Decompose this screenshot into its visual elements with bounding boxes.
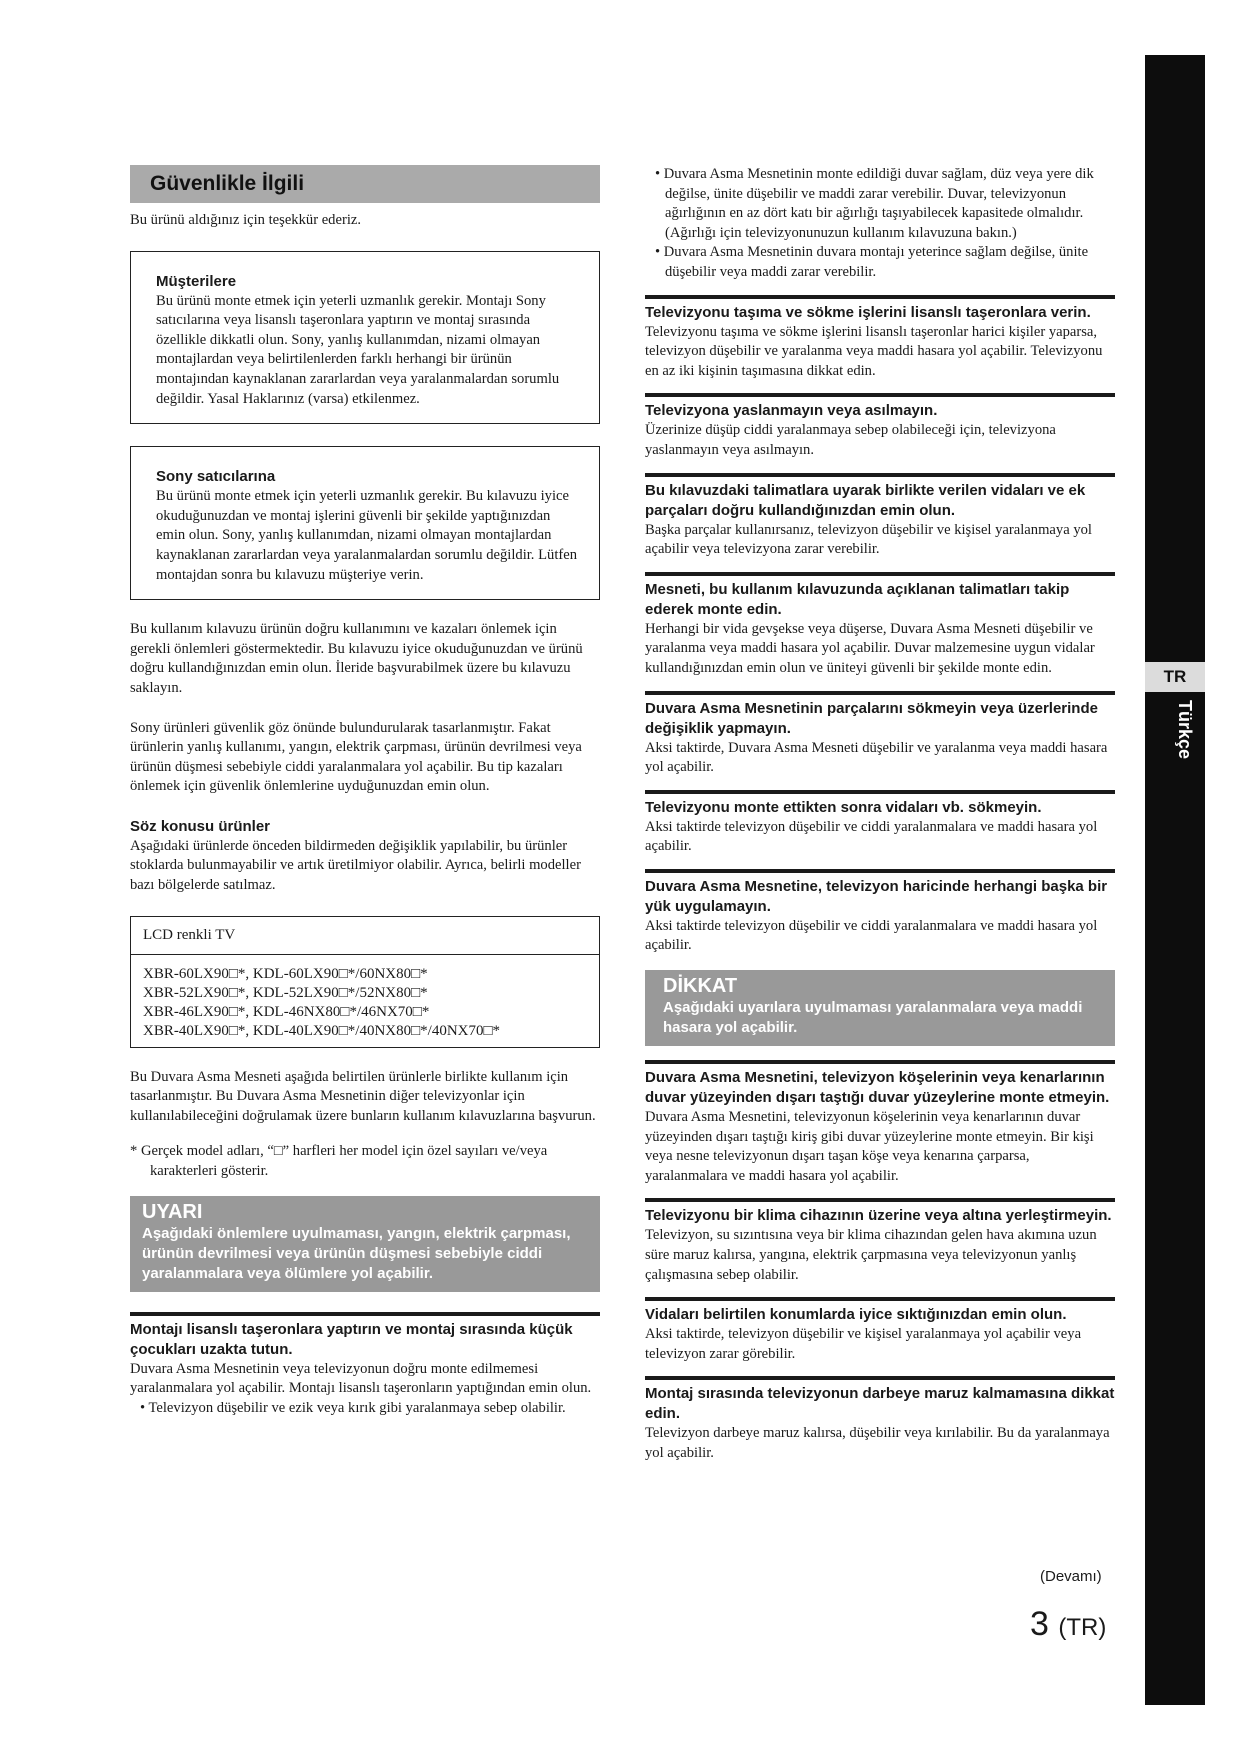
right-column <box>645 165 1115 1464</box>
warning-text: Aşağıdaki önlemlere uyulmaması, yangın, elektrik çarpması, ürünün devrilmesi veya ürünün düşmesi sebebiyle ciddi yaralanmalara veya ölümlere yol açabilir. <box>142 1224 571 1282</box>
safety-item <box>645 691 1115 778</box>
safety-item-heading: Montajı lisanslı taşeronlara yaptırın ve montaj sırasında küçük çocukları uzakta tutun. <box>130 1320 573 1358</box>
caution-item-text: Televizyon, su sızıntısına veya bir klima cihazından gelen hava akımına uzun süre maruz kalırsa, yangına, elektrik çarpmasına veya televizyonun yanlış çalışmasına sebep olabilir. <box>645 1227 1097 1283</box>
caution-item <box>645 1376 1115 1463</box>
safety-item-text: Başka parçalar kullanırsanız, televizyon düşebilir ve kişisel yaralanmaya yol açabilir veya televizyona zarar verebilir. <box>645 521 1092 558</box>
model-table-header: LCD renkli TV <box>131 917 599 955</box>
dealers-box-text: Bu ürünü monte etmek için yeterli uzmanlık gerekir. Bu kılavuzu iyice okuduğunuzdan ve montaj işlerini güvenli bir şekilde yaptığınızdan emin olun. Sony, yanlış kullanımdan, nizami olmayan montajlardan kaynaklanan zararlardan veya yaralanmalardan sorumlu değildir. Lütfen montajdan sonra bu kılavuzu müşteriye verin. <box>156 488 578 583</box>
safety-item <box>645 869 1115 956</box>
caution-item <box>645 1198 1115 1285</box>
language-code-tab: TR <box>1145 662 1205 692</box>
compatibility-text: Bu Duvara Asma Mesneti aşağıda belirtilen ürünlerle birlikte kullanım için tasarlanmıştır. Bu Duvara Asma Mesnetinin diğer televizyonlar için kullanılabileceğini doğrulamak üzere bunların kullanım kılavuzlarına başvurun. <box>130 1068 596 1124</box>
wall-bullet: • Duvara Asma Mesnetinin monte edildiği duvar sağlam, düz veya yere dik değilse, ünite düşebilir ve maddi zarar verebilir. Duvar, televizyonun ağırlığının en az dört katı bir ağırlığı taşıyabilecek kapasitede olmalıdır. (Ağırlığı için televizyonunuzun kullanım kılavuzuna bakın.) <box>655 166 1094 241</box>
customers-box <box>130 251 600 425</box>
wall-bullet: • Duvara Asma Mesnetinin duvara montajı yeterince sağlam değilse, ünite düşebilir veya maddi zarar verebilir. <box>655 244 1089 280</box>
continued-label: (Devamı) <box>1040 1568 1102 1585</box>
dealers-box <box>130 446 600 600</box>
safety-item <box>645 473 1115 560</box>
warning-title: UYARI <box>142 1200 203 1223</box>
safety-item <box>130 1312 600 1419</box>
customers-box-title: Müşterilere <box>156 272 237 290</box>
safety-item-bullet: • Televizyon düşebilir ve ezik veya kırık gibi yaralanmaya sebep olabilir. <box>140 1399 566 1416</box>
language-name: Türkçe <box>1175 700 1195 760</box>
caution-item <box>645 1297 1115 1364</box>
safety-item-heading: Duvara Asma Mesnetinin parçalarını sökmeyin veya üzerlerinde değişiklik yapmayın. <box>645 699 1098 737</box>
safety-item-heading: Bu kılavuzdaki talimatlara uyarak birlikte verilen vidaları ve ek parçaları doğru kullandığınızdan emin olun. <box>645 481 1086 519</box>
customers-box-text: Bu ürünü monte etmek için yeterli uzmanlık gerekir. Montajı Sony satıcılarına veya lisanslı taşeronlara yaptırın ve montaj sırasında özellikle dikkatli olun. Sony, yanlış kullanımdan, nizami olmayan montajlardan veya belirtilenlerden farklı herhangi bir ürünün montajından kaynaklanan zararlardan veya yaralanmalardan sorumlu değildir. Yasal Haklarınız (varsa) etkilenmez. <box>156 292 560 407</box>
safety-item-text: Aksi taktirde televizyon düşebilir ve ciddi yaralanmalara ve maddi hasara yol açabilir. <box>645 818 1098 855</box>
side-language-bar <box>1145 55 1205 1705</box>
safety-item-heading: Mesneti, bu kullanım kılavuzunda açıklanan talimatları takip ederek monte edin. <box>645 580 1070 618</box>
intro-text: Bu ürünü aldığınız için teşekkür ederiz. <box>130 212 361 228</box>
model-row: XBR-40LX90□*, KDL-40LX90□*/40NX80□*/40NX70□* <box>143 1022 501 1039</box>
model-row: XBR-52LX90□*, KDL-52LX90□*/52NX80□* <box>143 984 428 1001</box>
page-number-suffix: (TR) <box>1058 1614 1107 1641</box>
safety-design-paragraph: Sony ürünleri güvenlik göz önünde bulundurularak tasarlanmıştır. Fakat ürünlerin yanlış kullanımı, yangın, elektrik çarpması, ürünün devrilmesi veya ürünün düşmesi sebebiyle ciddi yaralanmalara yol açabilir. Bu tip kazaları önlemek için güvenlik önlemlerine uyduğunuzdan emin olun. <box>130 719 582 795</box>
safety-item-heading: Televizyonu monte ettikten sonra vidaları vb. sökmeyin. <box>645 798 1042 816</box>
page-number <box>1030 1605 1106 1644</box>
left-column <box>130 165 600 1418</box>
caution-text: Aşağıdaki uyarılara uyulmaması yaralanmalara veya maddi hasara yol açabilir. <box>663 999 1083 1037</box>
safety-item <box>645 572 1115 679</box>
products-heading: Söz konusu ürünler <box>130 817 271 835</box>
manual-purpose-paragraph: Bu kullanım kılavuzu ürünün doğru kullanımını ve kazaları önlemek için gerekli önlemleri göstermektedir. Bu kılavuzu iyice okuduğunuzdan ve ürünü doğru kullandığınızdan emin olun. İleride başvurabilmek üzere bu kılavuzu saklayın. <box>130 621 583 696</box>
caution-item <box>645 1060 1115 1186</box>
section-title: Güvenlikle İlgili <box>130 165 600 203</box>
caution-title: DİKKAT <box>663 975 738 998</box>
safety-item <box>645 790 1115 857</box>
caution-box <box>645 970 1115 1046</box>
safety-item <box>645 393 1115 460</box>
safety-item-text: Herhangi bir vida gevşekse veya düşerse, Duvara Asma Mesneti düşebilir ve yaralanma veya maddi hasara yol açabilir. Duvar malzemesine uygun vidalar kullandığınızdan emin olun ve üniteyi güvenli bir şekilde monte edin. <box>645 620 1095 676</box>
products-text: Aşağıdaki ürünlerde önceden bildirmeden değişiklik yapılabilir, bu ürünler stoklarda bulunmayabilir ve artık üretilmiyor olabilir. Ayrıca, belirli modeller bazı bölgelerde satılmaz. <box>130 837 581 894</box>
safety-item <box>645 295 1115 382</box>
model-list <box>131 955 599 1047</box>
safety-item-text: Üzerinize düşüp ciddi yaralanmaya sebep olabileceği için, televizyona yaslanmayın veya asılmayın. <box>645 422 1056 458</box>
caution-item-heading: Vidaları belirtilen konumlarda iyice sıktığınızdan emin olun. <box>645 1306 1067 1324</box>
page-number-value: 3 <box>1030 1605 1049 1643</box>
caution-item-heading: Montaj sırasında televizyonun darbeye maruz kalmamasına dikkat edin. <box>645 1385 1115 1423</box>
safety-item-text: Aksi taktirde televizyon düşebilir ve ciddi yaralanmalara ve maddi hasara yol açabilir. <box>645 917 1098 954</box>
safety-item-text: Televizyonu taşıma ve sökme işlerini lisanslı taşeronlar harici kişiler yaparsa, televizyon düşebilir ve yaralanma veya maddi hasara yol açabilir. Televizyonu en az iki kişinin taşımasına dikkat edin. <box>645 323 1103 379</box>
footnote: * Gerçek model adları, “□” harfleri her model için özel sayıları ve/veya karakterleri gösterir. <box>130 1143 548 1180</box>
safety-item-heading: Televizyonu taşıma ve sökme işlerini lisanslı taşeronlara verin. <box>645 303 1091 321</box>
safety-item-text: Aksi taktirde, Duvara Asma Mesneti düşebilir ve yaralanma veya maddi hasara yol açabilir. <box>645 739 1108 776</box>
safety-item-heading: Duvara Asma Mesnetine, televizyon haricinde herhangi başka bir yük uygulamayın. <box>645 877 1108 915</box>
safety-item-text: Duvara Asma Mesnetinin veya televizyonun doğru monte edilmemesi yaralanmalara yol açabilir. Montajı lisanslı taşeronların yaptığından emin olun. <box>130 1360 592 1397</box>
caution-item-heading: Televizyonu bir klima cihazının üzerine veya altına yerleştirmeyin. <box>645 1207 1112 1225</box>
dealers-box-title: Sony satıcılarına <box>156 468 276 486</box>
safety-item-heading: Televizyona yaslanmayın veya asılmayın. <box>645 402 938 420</box>
caution-item-text: Televizyon darbeye maruz kalırsa, düşebilir veya kırılabilir. Bu da yaralanmaya yol açabilir. <box>645 1425 1110 1461</box>
caution-item-text: Duvara Asma Mesnetini, televizyonun köşelerinin veya kenarlarının duvar yüzeyinden dışarı taştığı kiriş gibi duvar yüzeylerine monte etmeyin. Bir kişi veya nesne televizyonun dışarı taşan köşe veya kenarına çarparsa, yaralanmalara ve maddi hasara yol açabilir. <box>645 1109 1094 1184</box>
warning-box <box>130 1196 600 1292</box>
caution-item-text: Aksi taktirde, televizyon düşebilir ve kişisel yaralanmaya yol açabilir veya televizyon zarar görebilir. <box>645 1326 1082 1362</box>
model-table <box>130 916 600 1048</box>
model-row: XBR-60LX90□*, KDL-60LX90□*/60NX80□* <box>143 965 428 982</box>
model-row: XBR-46LX90□*, KDL-46NX80□*/46NX70□* <box>143 1003 430 1020</box>
caution-item-heading: Duvara Asma Mesnetini, televizyon köşelerinin veya kenarlarının duvar yüzeyinden dışarı taştığı duvar yüzeylerine monte etmeyin. <box>645 1069 1110 1107</box>
